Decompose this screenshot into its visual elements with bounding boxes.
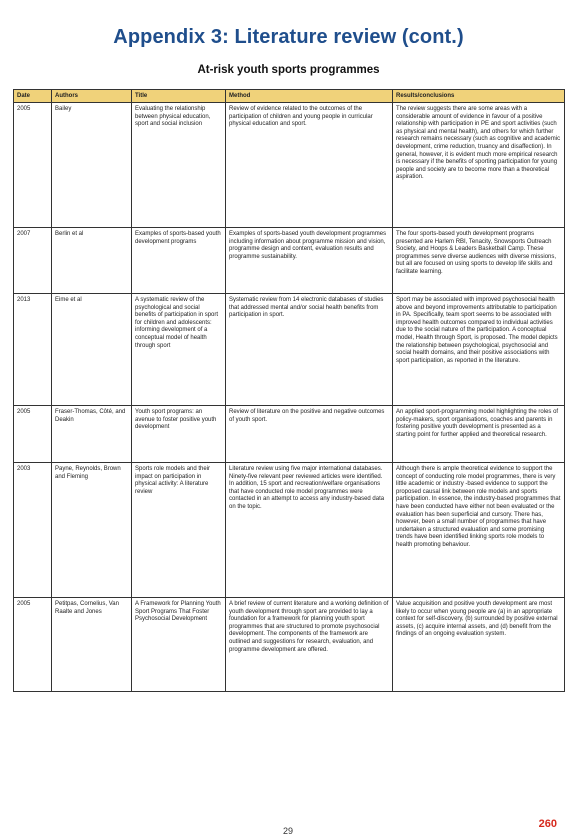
- cell-method: Review of evidence related to the outcomes of the participation of children and young people in curricular physical education and sport.: [226, 103, 393, 228]
- header-title: Title: [132, 90, 226, 103]
- section-subtitle: At-risk youth sports programmes: [197, 64, 380, 76]
- cell-date: 2003: [14, 463, 52, 598]
- cell-results: Value acquisition and positive youth development are most likely to occur when young people are (a) in an appropriate context for self-discovery, (b) surrounded by positive external assets, (c) acquire internal assets, and (d) benefit from the findings of an ongoing evaluation system.: [393, 598, 565, 692]
- header-results: Results/conclusions: [393, 90, 565, 103]
- cell-title: Youth sport programs: an avenue to foster positive youth development: [132, 406, 226, 463]
- table-row: [14, 406, 565, 463]
- cell-authors: Fraser-Thomas, Côté, and Deakin: [52, 406, 132, 463]
- cell-results: Although there is ample theoretical evidence to support the concept of conducting role model programmes, there is very little academic or industry -based evidence to support the proposed causal link between role models and sports participation. In essence, the industry-based programmes that have been conducted have either not been evaluated or the evaluation has been superficial and cursory. There has, however, been a small number of programmes that have undertaken a structured evaluation and some promising trends have been identified linking sports role models to health promoting behaviour.: [393, 463, 565, 598]
- literature-review-table: [13, 89, 565, 692]
- cell-authors: Payne, Reynolds, Brown and Fleming: [52, 463, 132, 598]
- cell-method: Examples of sports-based youth development programmes including information about programme mission and vision, programme design and content, evaluation results and programme sustainability.: [226, 228, 393, 294]
- page-number-stamp: 260: [538, 818, 557, 830]
- cell-title: Evaluating the relationship between physical education, sport and social inclusion: [132, 103, 226, 228]
- table-row: [14, 598, 565, 692]
- cell-date: 2005: [14, 103, 52, 228]
- cell-method: Review of literature on the positive and negative outcomes of youth sport.: [226, 406, 393, 463]
- header-method: Method: [226, 90, 393, 103]
- cell-date: 2013: [14, 294, 52, 406]
- cell-results: The review suggests there are some areas with a considerable amount of evidence in favour of a positive relationship with participation in PE and sport activities (such as physical and mental health), and others for which further research remains necessary (such as cognitive and academic development, crime reduction, truancy and disaffection). In general, however, it is evident much more empirical research is necessary if the benefits of sporting participation for young people and society are to become more than a theoretical aspiration.: [393, 103, 565, 228]
- table-row: [14, 294, 565, 406]
- header-date: Date: [14, 90, 52, 103]
- cell-results: Sport may be associated with improved psychosocial health above and beyond improvements attributable to participation in PA. Specifically, team sport seems to be associated with improved health outcomes compared to individual activities due to the social nature of the participation. A conceptual model, Health through Sport, is proposed. The model depicts the relationship between psychological, psychosocial and social health domains, and their positive associations with sport participation, as reported in the literature.: [393, 294, 565, 406]
- table-row: [14, 228, 565, 294]
- cell-title: Examples of sports-based youth development programs: [132, 228, 226, 294]
- header-authors: Authors: [52, 90, 132, 103]
- cell-results: The four sports-based youth development programs presented are Harlem RBI, Tenacity, Snowsports Outreach Society, and Hoops & Leaders Basketball Camp. These programmes serve diverse audiences with diverse missions, but all are focused on using sports to develop life skills and facilitate learning.: [393, 228, 565, 294]
- cell-authors: Petitpas, Cornelius, Van Raalte and Jones: [52, 598, 132, 692]
- cell-results: An applied sport-programming model highlighting the roles of policy-makers, sport organisations, coaches and parents in fostering positive youth development is presented as a starting point for further applied and theoretical research.: [393, 406, 565, 463]
- cell-date: 2007: [14, 228, 52, 294]
- cell-title: A Framework for Planning Youth Sport Programs That Foster Psychosocial Development: [132, 598, 226, 692]
- cell-authors: Bailey: [52, 103, 132, 228]
- cell-authors: Eime et al: [52, 294, 132, 406]
- cell-method: Systematic review from 14 electronic databases of studies that addressed mental and/or social health benefits from participation in sport.: [226, 294, 393, 406]
- table-header-row: [14, 90, 565, 103]
- cell-method: Literature review using five major international databases. Ninety-five relevant peer reviewed articles were identified. In addition, 15 sport and recreation/welfare organisations that have conducted role model programmes were contacted in an attempt to access any industry-based data on the topic.: [226, 463, 393, 598]
- table-row: [14, 103, 565, 228]
- cell-authors: Berlin et al: [52, 228, 132, 294]
- table-row: [14, 463, 565, 598]
- cell-date: 2005: [14, 406, 52, 463]
- cell-title: A systematic review of the psychological and social benefits of participation in sport for children and adolescents: informing development of a conceptual model of health through sport: [132, 294, 226, 406]
- cell-date: 2005: [14, 598, 52, 692]
- cell-title: Sports role models and their impact on participation in physical activity: A literature review: [132, 463, 226, 598]
- page-number: 29: [282, 826, 293, 836]
- cell-method: A brief review of current literature and a working definition of youth development through sport are provided to lay a foundation for a framework for planning youth sport programmes that are structured to promote psychosocial development. The components of the framework are outlined and suggestions for research, evaluation, and programme development are offered.: [226, 598, 393, 692]
- page-title: Appendix 3: Literature review (cont.): [113, 26, 464, 48]
